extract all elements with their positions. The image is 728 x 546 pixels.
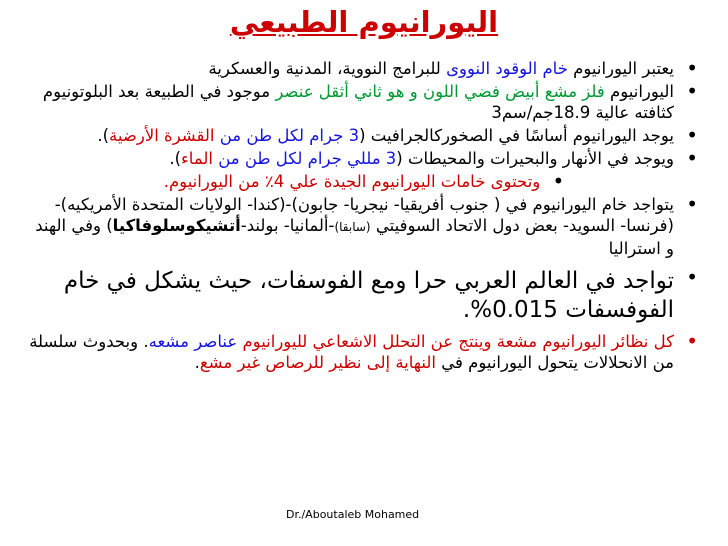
bullet-8-red-2: وينتج عن التحلل الاشعاعي لليورانيوم — [237, 332, 497, 351]
bullet-8-end: . — [194, 353, 200, 372]
bullet-8-text: . وبحدوث سلسلة من الانحلالات يتحول اليورانيوم في — [29, 332, 674, 372]
bullet-1-text-2: للبرامج النووية، المدنية والعسكرية — [208, 59, 447, 78]
bullet-2-text-2: موجود في الطبيعة بعد البلوتونيوم كثافته عالية 18.9جم/سم3 — [42, 82, 674, 122]
bullet-6 — [28, 194, 702, 259]
bullet-3-text-1: يوجد اليورانيوم أساسًا في الصخوركالجرافيت ( — [359, 126, 674, 145]
bullet-4-text-1: ويوجد في الأنهار والبحيرات والمحيطات ( — [396, 149, 674, 168]
bullet-8-red-3: النهاية إلى نظير للرصاص غير مشع — [199, 353, 436, 372]
bullet-1-text-1: يعتبر اليورانيوم — [567, 59, 674, 78]
slide-title: اليورانيوم الطبيعي — [229, 5, 499, 39]
bullet-6-text-2: -ألمانيا- بولند- — [240, 216, 335, 235]
bullet-5-wrap — [164, 171, 567, 192]
footer-author: Dr./Aboutaleb Mohamed — [286, 508, 420, 521]
bullet-6-text-3: ) وفي الهند و استراليا — [35, 216, 674, 258]
bullet-7-text: تواجد في العالم العربي حرا ومع الفوسفات، حيث يشكل في خام الفوفسفات 0.015%. — [63, 268, 674, 323]
bullet-4 — [28, 148, 702, 169]
bullet-3-end: ). — [97, 126, 110, 145]
bullet-7 — [28, 267, 702, 325]
bullet-6-bold: أتشيكوسلوفاكيا — [112, 216, 241, 235]
bullet-5 — [28, 171, 702, 192]
bullet-4-red: الماء — [181, 149, 213, 168]
bullet-2-text-1: اليورانيوم — [604, 82, 674, 101]
bullet-5-marker: • — [552, 169, 565, 193]
bullet-8-blue: عناصر مشعه — [148, 332, 238, 351]
bullet-3-red: القشرة الأرضية — [109, 126, 215, 145]
bullet-5-text: وتحتوى خامات اليورانيوم الجيدة علي 4٪ من اليورانيوم. — [163, 172, 541, 191]
bullet-6-text-1: يتواجد خام اليورانيوم في ( جنوب أفريقيا- نيجريا- جابون)-(كندا- الولايات المتحدة الأمريكيه)- (فرنسا- السويد- بعض دول الاتحاد السوفيتي — [54, 195, 674, 235]
bullet-3-highlight: 3 جرام لكل طن من — [219, 126, 360, 145]
bullet-4-end: ). — [169, 149, 182, 168]
bullet-6-small: (سابقا) — [334, 220, 371, 234]
bullet-2 — [28, 81, 702, 123]
bullet-1 — [28, 58, 702, 79]
bullet-2-highlight: فلز مشع أبيض فضي اللون و هو ثاني أثقل عنصر — [275, 82, 605, 101]
bullet-4-highlight: 3 مللي جرام لكل طن من — [218, 149, 397, 168]
bullet-8-red-1: كل نظائر اليورانيوم مشعة — [496, 332, 674, 351]
bullet-1-highlight: خام الوقود النووى — [446, 59, 568, 78]
bullet-list — [28, 58, 702, 373]
bullet-8 — [28, 331, 702, 373]
bullet-3 — [28, 125, 702, 146]
